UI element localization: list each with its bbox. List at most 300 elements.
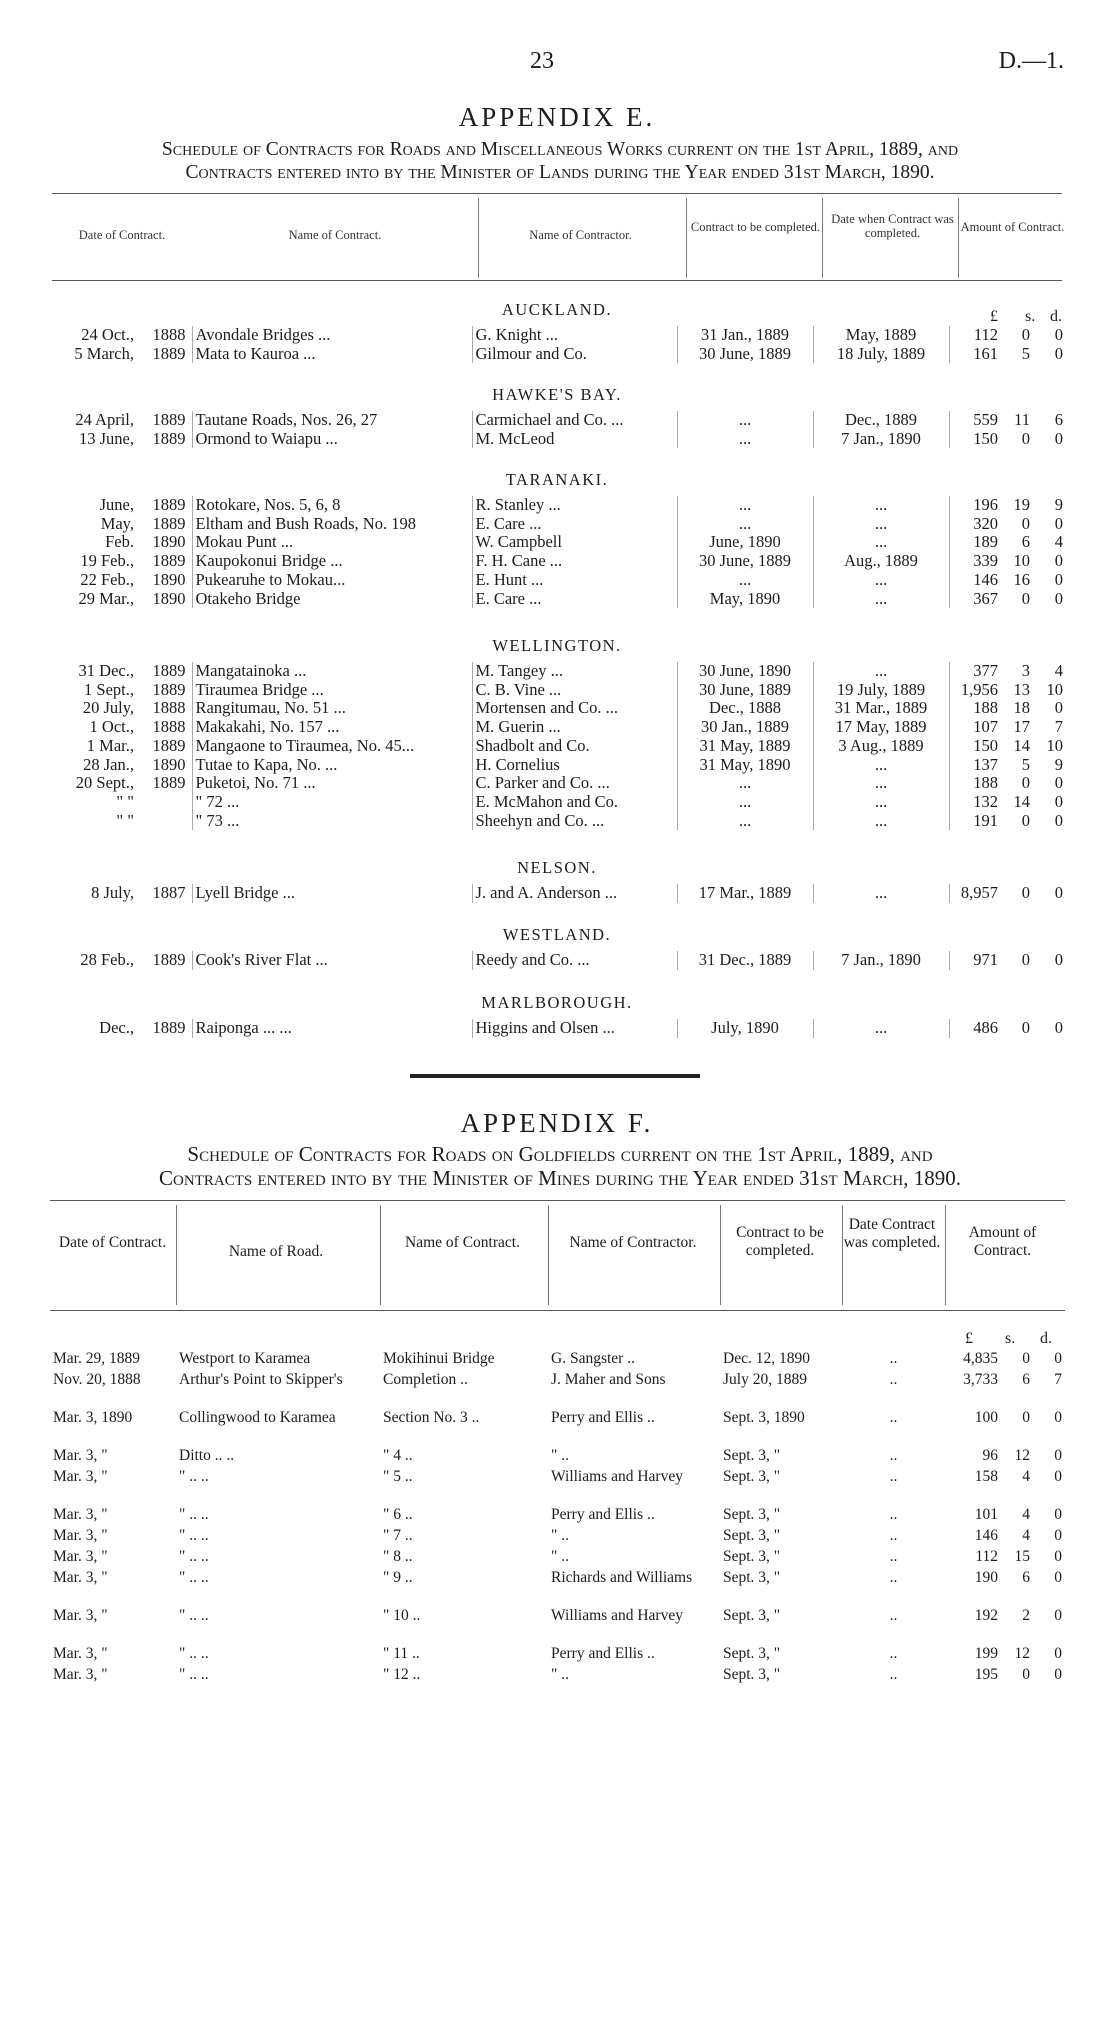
amount-pence: 0: [1054, 774, 1063, 793]
to-complete: ...: [677, 430, 813, 449]
contract-name: " 5 ..: [383, 1468, 413, 1485]
to-complete: 31 May, 1890: [677, 756, 813, 775]
date-completed: 17 May, 1889: [813, 718, 949, 737]
road-name: " .. ..: [179, 1468, 209, 1485]
date-completed: ..: [889, 1569, 898, 1586]
date-day: " ": [116, 811, 134, 830]
amount-pence: 0: [1054, 1447, 1062, 1464]
appendix-f-title: APPENDIX F.: [460, 1108, 654, 1138]
date-year: 1888: [152, 718, 186, 737]
date-year: 1889: [152, 411, 186, 429]
amount-shillings: 4: [1022, 1506, 1030, 1523]
table-row: [52, 884, 1066, 903]
to-complete: ...: [677, 793, 813, 812]
date-year: 1889: [152, 680, 186, 699]
amount-pence: 0: [1054, 884, 1063, 902]
header-date: Date of Contract.: [78, 228, 166, 242]
amount-pounds: 188: [949, 774, 1001, 793]
table-row: [50, 1666, 1065, 1687]
contractor: " ..: [551, 1666, 569, 1683]
amount-shillings: 14: [1013, 792, 1030, 811]
date-day: 28 Feb.,: [80, 951, 134, 969]
amount-pounds: 199: [974, 1645, 998, 1662]
contractor: M. Guerin ...: [472, 718, 677, 737]
amount-pounds: 188: [949, 699, 1001, 718]
contractor: " ..: [551, 1527, 569, 1544]
region-table: [52, 326, 1066, 363]
amount-pounds: 158: [974, 1468, 998, 1485]
amount-shillings: 15: [1014, 1548, 1030, 1565]
contract-name: Tiraumea Bridge ...: [192, 681, 472, 700]
amount-shillings: 6: [1022, 1371, 1030, 1388]
amount-shillings: 0: [1021, 429, 1030, 448]
contractor: Perry and Ellis ..: [551, 1645, 655, 1662]
amount-pounds: 8,957: [949, 884, 1001, 903]
table-row: [50, 1409, 1065, 1447]
date-completed: ..: [889, 1409, 898, 1426]
contract-name: Puketoi, No. 71 ...: [192, 774, 472, 793]
contractor: H. Cornelius: [472, 756, 677, 775]
header-divider: [548, 1205, 549, 1305]
contractor: F. H. Cane ...: [472, 552, 677, 571]
date-completed: ..: [889, 1350, 898, 1367]
to-complete: 31 Jan., 1889: [677, 326, 813, 345]
header-contractor: Name of Contractor.: [569, 1234, 697, 1251]
date-year: [140, 812, 192, 831]
amount-shillings: 2: [1022, 1607, 1030, 1624]
date-day: June,: [99, 496, 134, 514]
contractor: Shadbolt and Co.: [472, 737, 677, 756]
table-row: [52, 533, 1066, 552]
amount-shillings: 12: [1014, 1645, 1030, 1662]
date-year: 1889: [152, 496, 186, 514]
amount-pence: 0: [1054, 552, 1063, 571]
date-completed: ..: [889, 1468, 898, 1485]
amount-shillings: 0: [1021, 326, 1030, 344]
date-year: 1890: [152, 589, 186, 608]
date-completed: ..: [889, 1607, 898, 1624]
amount-shillings: 0: [1021, 774, 1030, 793]
amount-pence: 0: [1054, 570, 1063, 589]
date-day: 1 Mar.,: [86, 736, 134, 755]
contract-name: " 12 ..: [383, 1666, 421, 1683]
amount-pence: 0: [1054, 951, 1063, 969]
table-row: [50, 1350, 1065, 1371]
amount-pounds: 189: [949, 533, 1001, 552]
date-day: May,: [100, 514, 134, 533]
contractor: J. and A. Anderson ...: [472, 884, 677, 903]
amount-pounds: 4,835: [963, 1350, 998, 1367]
date: Mar. 3, ": [53, 1607, 108, 1624]
date-year: [140, 793, 192, 812]
to-complete: Sept. 3, ": [723, 1468, 781, 1485]
appendix-e-subtitle-1: Schedule of Contracts for Roads and Miscellaneous Works current on the 1st April, 1889, and: [161, 139, 959, 160]
to-complete: ...: [677, 571, 813, 590]
amount-shillings: 0: [1022, 1350, 1030, 1367]
contract-name: Mata to Kauroa ...: [192, 345, 472, 364]
contractor: Williams and Harvey: [551, 1468, 683, 1485]
header-road: Name of Road.: [228, 1243, 324, 1260]
date-year: 1889: [152, 662, 186, 680]
contract-name: Completion ..: [383, 1371, 468, 1388]
date-completed: Aug., 1889: [813, 552, 949, 571]
amount-pounds: 971: [949, 951, 1001, 970]
date-completed: ..: [889, 1447, 898, 1464]
amount-shillings: 0: [1022, 1409, 1030, 1426]
contract-name: Eltham and Bush Roads, No. 198: [192, 515, 472, 534]
contract-name: Tutae to Kapa, No. ...: [192, 756, 472, 775]
table-row: [52, 699, 1066, 718]
contract-name: Mokau Punt ...: [192, 533, 472, 552]
currency-shillings: s.: [1005, 1330, 1016, 1347]
road-name: Westport to Karamea: [179, 1350, 311, 1367]
document-reference: D.—1.: [998, 48, 1064, 74]
region-heading: AUCKLAND.: [501, 300, 613, 319]
to-complete: June, 1890: [677, 533, 813, 552]
to-complete: 30 June, 1889: [677, 681, 813, 700]
header-contractor: Name of Contractor.: [529, 228, 632, 242]
appendix-e-subtitle-2: Contracts entered into by the Minister of Lands during the Year ended 31st March, 1890.: [185, 162, 935, 183]
contractor: J. Maher and Sons: [551, 1371, 666, 1388]
date-completed: ...: [813, 812, 949, 831]
amount-pence: 9: [1054, 755, 1063, 774]
date-day: 1 Oct.,: [89, 718, 134, 737]
region-table: [52, 411, 1066, 448]
amount-pence: 0: [1054, 1019, 1063, 1037]
header-bottom-rule: [50, 1310, 1065, 1311]
date-year: 1889: [152, 774, 186, 793]
amount-pounds: 100: [974, 1409, 998, 1426]
contract-name: Ormond to Waiapu ...: [192, 430, 472, 449]
amount-pence: 7: [1054, 1371, 1062, 1388]
contractor: M. McLeod: [472, 430, 677, 449]
table-row: [50, 1527, 1065, 1548]
to-complete: 31 Dec., 1889: [677, 951, 813, 970]
contractor: Carmichael and Co. ...: [472, 411, 677, 430]
date-completed: ...: [813, 496, 949, 515]
contractor: Sheehyn and Co. ...: [472, 812, 677, 831]
date-day: 22 Feb.,: [80, 570, 134, 589]
region-heading: HAWKE'S BAY.: [492, 385, 622, 404]
contractor: E. McMahon and Co.: [472, 793, 677, 812]
date-year: 1889: [152, 429, 186, 448]
region-heading: WELLINGTON.: [492, 636, 622, 655]
contract-name: Raiponga ... ...: [192, 1019, 472, 1038]
amount-pence: 0: [1054, 811, 1063, 830]
amount-pence: 4: [1054, 533, 1063, 552]
date-completed: ..: [889, 1527, 898, 1544]
to-complete: Sept. 3, ": [723, 1527, 781, 1544]
road-name: " .. ..: [179, 1666, 209, 1683]
date-year: 1889: [152, 514, 186, 533]
table-row: [52, 552, 1066, 571]
table-row: [50, 1371, 1065, 1409]
amount-pence: 0: [1054, 1409, 1062, 1426]
amount-pence: 0: [1054, 1569, 1062, 1586]
table-row: [50, 1569, 1065, 1607]
amount-pence: 10: [1046, 736, 1063, 755]
contractor: Perry and Ellis ..: [551, 1409, 655, 1426]
table-row: [52, 793, 1066, 812]
to-complete: Sept. 3, ": [723, 1666, 781, 1683]
amount-shillings: 4: [1022, 1527, 1030, 1544]
contractor: C. Parker and Co. ...: [472, 774, 677, 793]
contract-name: Mangaone to Tiraumea, No. 45...: [192, 737, 472, 756]
date: Mar. 3, ": [53, 1527, 108, 1544]
contractor: Higgins and Olsen ...: [472, 1019, 677, 1038]
contract-name: " 6 ..: [383, 1506, 413, 1523]
table-row: [52, 662, 1066, 681]
region-heading: WESTLAND.: [502, 925, 612, 944]
to-complete: ...: [677, 515, 813, 534]
date: Mar. 29, 1889: [53, 1350, 140, 1367]
to-complete: 30 Jan., 1889: [677, 718, 813, 737]
contract-name: Otakeho Bridge: [192, 590, 472, 609]
date-year: 1890: [152, 533, 186, 552]
contract-name: Pukearuhe to Mokau...: [192, 571, 472, 590]
amount-shillings: 0: [1021, 811, 1030, 830]
to-complete: ...: [677, 774, 813, 793]
date-day: 24 Oct.,: [81, 326, 134, 344]
road-name: " .. ..: [179, 1527, 209, 1544]
date-day: 19 Feb.,: [80, 552, 134, 571]
contract-name: " 7 ..: [383, 1527, 413, 1544]
road-name: " .. ..: [179, 1506, 209, 1523]
appendix-f-subtitle-1: Schedule of Contracts for Roads on Goldfields current on the 1st April, 1889, and: [187, 1142, 933, 1166]
contractor: Richards and Williams: [551, 1569, 693, 1586]
header-completed: Date Contract was completed.: [843, 1216, 941, 1251]
contract-name: " 10 ..: [383, 1607, 421, 1624]
date-completed: ..: [889, 1548, 898, 1565]
amount-pence: 0: [1054, 1607, 1062, 1624]
date-completed: ..: [889, 1645, 898, 1662]
header-contract: Name of Contract.: [405, 1234, 520, 1251]
table-row: [52, 1019, 1066, 1038]
date-year: 1888: [152, 699, 186, 718]
header-bottom-rule: [52, 280, 1062, 281]
date-year: 1890: [152, 755, 186, 774]
to-complete: Sept. 3, ": [723, 1506, 781, 1523]
date: Mar. 3, ": [53, 1548, 108, 1565]
date: Mar. 3, ": [53, 1569, 108, 1586]
contract-name: " 72 ...: [192, 793, 472, 812]
table-row: [50, 1468, 1065, 1506]
region-table: [52, 1019, 1066, 1038]
region-heading: MARLBOROUGH.: [481, 993, 633, 1012]
date-completed: ..: [889, 1666, 898, 1683]
amount-pounds: 377: [949, 662, 1001, 681]
amount-pounds: 150: [949, 430, 1001, 449]
table-row: [52, 430, 1066, 449]
contract-name: Rotokare, Nos. 5, 6, 8: [192, 496, 472, 515]
amount-shillings: 0: [1021, 589, 1030, 608]
date-completed: 7 Jan., 1890: [813, 430, 949, 449]
amount-pence: 0: [1054, 699, 1063, 718]
road-name: " .. ..: [179, 1607, 209, 1624]
region-heading: NELSON.: [517, 858, 597, 877]
date: Mar. 3, ": [53, 1447, 108, 1464]
date-completed: Dec., 1889: [813, 411, 949, 430]
amount-pounds: 96: [982, 1447, 998, 1464]
date-year: 1889: [152, 951, 186, 969]
header-divider: [686, 198, 687, 278]
amount-shillings: 13: [1013, 680, 1030, 699]
amount-shillings: 6: [1021, 533, 1030, 552]
amount-pounds: 486: [949, 1019, 1001, 1038]
road-name: " .. ..: [179, 1548, 209, 1565]
amount-shillings: 0: [1022, 1666, 1030, 1683]
amount-pence: 0: [1054, 514, 1063, 533]
amount-shillings: 0: [1021, 884, 1030, 902]
to-complete: Dec., 1888: [677, 699, 813, 718]
date-day: 13 June,: [79, 429, 134, 448]
date-completed: ...: [813, 774, 949, 793]
currency-pounds: £: [965, 1330, 973, 1347]
date-day: 29 Mar.,: [78, 589, 134, 608]
amount-pence: 0: [1054, 429, 1063, 448]
page-number: 23: [530, 48, 554, 74]
amount-pounds: 161: [949, 345, 1001, 364]
amount-shillings: 4: [1022, 1468, 1030, 1485]
amount-pence: 0: [1054, 1468, 1062, 1485]
header-divider: [945, 1205, 946, 1305]
table-row: [52, 590, 1066, 609]
amount-shillings: 0: [1021, 1019, 1030, 1037]
date-year: 1890: [152, 570, 186, 589]
table-row: [52, 737, 1066, 756]
table-row: [52, 571, 1066, 590]
date-day: 24 April,: [75, 411, 134, 429]
amount-pounds: 367: [949, 590, 1001, 609]
to-complete: 30 June, 1889: [677, 345, 813, 364]
date-completed: ...: [813, 756, 949, 775]
region-table: [52, 496, 1066, 608]
header-name: Name of Contract.: [288, 228, 382, 242]
contract-name: Avondale Bridges ...: [192, 326, 472, 345]
to-complete: ...: [677, 411, 813, 430]
header-divider: [478, 198, 479, 278]
amount-pence: 0: [1054, 1350, 1062, 1367]
date-day: " ": [116, 792, 134, 811]
contractor: G. Sangster ..: [551, 1350, 635, 1367]
amount-shillings: 0: [1021, 514, 1030, 533]
date-completed: ...: [813, 571, 949, 590]
contractor: Williams and Harvey: [551, 1607, 683, 1624]
table-row: [50, 1548, 1065, 1569]
amount-pence: 9: [1054, 496, 1063, 514]
table-row: [50, 1607, 1065, 1645]
to-complete: Sept. 3, ": [723, 1607, 781, 1624]
contract-name: Kaupokonui Bridge ...: [192, 552, 472, 571]
contract-name: " 4 ..: [383, 1447, 413, 1464]
header-amount: Amount of Contract.: [968, 1224, 1037, 1259]
currency-pence: d.: [1050, 308, 1062, 325]
date-completed: ...: [813, 662, 949, 681]
contractor: E. Care ...: [472, 515, 677, 534]
currency-pence: d.: [1040, 1330, 1052, 1347]
date-year: 1887: [152, 884, 186, 902]
section-divider: [410, 1074, 700, 1078]
amount-pence: 10: [1046, 680, 1063, 699]
amount-shillings: 6: [1022, 1569, 1030, 1586]
road-name: " .. ..: [179, 1569, 209, 1586]
road-name: Collingwood to Karamea: [179, 1409, 336, 1426]
contractor: Reedy and Co. ...: [472, 951, 677, 970]
region-table: [52, 662, 1066, 830]
to-complete: Sept. 3, ": [723, 1645, 781, 1662]
appendix-f-subtitle-2: Contracts entered into by the Minister of Mines during the Year ended 31st March, 1890.: [159, 1166, 961, 1190]
table-row: [50, 1506, 1065, 1527]
amount-shillings: 5: [1021, 755, 1030, 774]
date-day: Feb.: [105, 533, 134, 552]
table-row: [52, 756, 1066, 775]
to-complete: 30 June, 1890: [677, 662, 813, 681]
date: Mar. 3, ": [53, 1645, 108, 1662]
to-complete: July, 1890: [677, 1019, 813, 1038]
amount-pence: 4: [1054, 662, 1063, 680]
to-complete: Sept. 3, ": [723, 1569, 781, 1586]
contractor: " ..: [551, 1447, 569, 1464]
contract-name: " 9 ..: [383, 1569, 413, 1586]
road-name: Arthur's Point to Skipper's: [179, 1371, 343, 1388]
date-completed: ...: [813, 590, 949, 609]
date-completed: ...: [813, 1019, 949, 1038]
region-heading: TARANAKI.: [505, 470, 609, 489]
table-row: [52, 812, 1066, 831]
table-row: [52, 681, 1066, 700]
amount-pounds: 101: [974, 1506, 998, 1523]
road-name: " .. ..: [179, 1645, 209, 1662]
date-completed: May, 1889: [813, 326, 949, 345]
appendix-f-table: [50, 1350, 1065, 1687]
amount-shillings: 11: [1014, 411, 1030, 429]
table-row: [52, 326, 1066, 345]
contract-name: Cook's River Flat ...: [192, 951, 472, 970]
table-row: [52, 411, 1066, 430]
date-completed: ..: [889, 1506, 898, 1523]
to-complete: 30 June, 1889: [677, 552, 813, 571]
header-divider: [720, 1205, 721, 1305]
contract-name: " 8 ..: [383, 1548, 413, 1565]
amount-shillings: 18: [1013, 699, 1030, 718]
amount-shillings: 10: [1013, 552, 1030, 571]
amount-shillings: 14: [1013, 736, 1030, 755]
date-completed: ...: [813, 515, 949, 534]
amount-pounds: 191: [949, 812, 1001, 831]
amount-shillings: 3: [1021, 662, 1030, 680]
date-day: 8 July,: [91, 884, 134, 902]
contractor: E. Care ...: [472, 590, 677, 609]
table-row: [52, 718, 1066, 737]
date-day: 5 March,: [74, 344, 134, 363]
amount-pounds: 1,956: [949, 681, 1001, 700]
amount-pence: 0: [1054, 344, 1063, 363]
currency-shillings: s.: [1025, 308, 1036, 325]
date-year: 1888: [152, 326, 186, 344]
to-complete: May, 1890: [677, 590, 813, 609]
amount-shillings: 19: [1013, 496, 1030, 514]
date-year: 1889: [152, 1019, 186, 1037]
amount-pounds: 112: [949, 326, 1001, 345]
amount-shillings: 5: [1021, 344, 1030, 363]
amount-pounds: 192: [974, 1607, 998, 1624]
header-divider: [822, 198, 823, 278]
contract-name: Mangatainoka ...: [192, 662, 472, 681]
amount-pounds: 112: [975, 1548, 998, 1565]
amount-shillings: 0: [1021, 951, 1030, 969]
header-when-completed: Date when Contract was completed.: [831, 212, 954, 240]
road-name: Ditto .. ..: [179, 1447, 235, 1464]
